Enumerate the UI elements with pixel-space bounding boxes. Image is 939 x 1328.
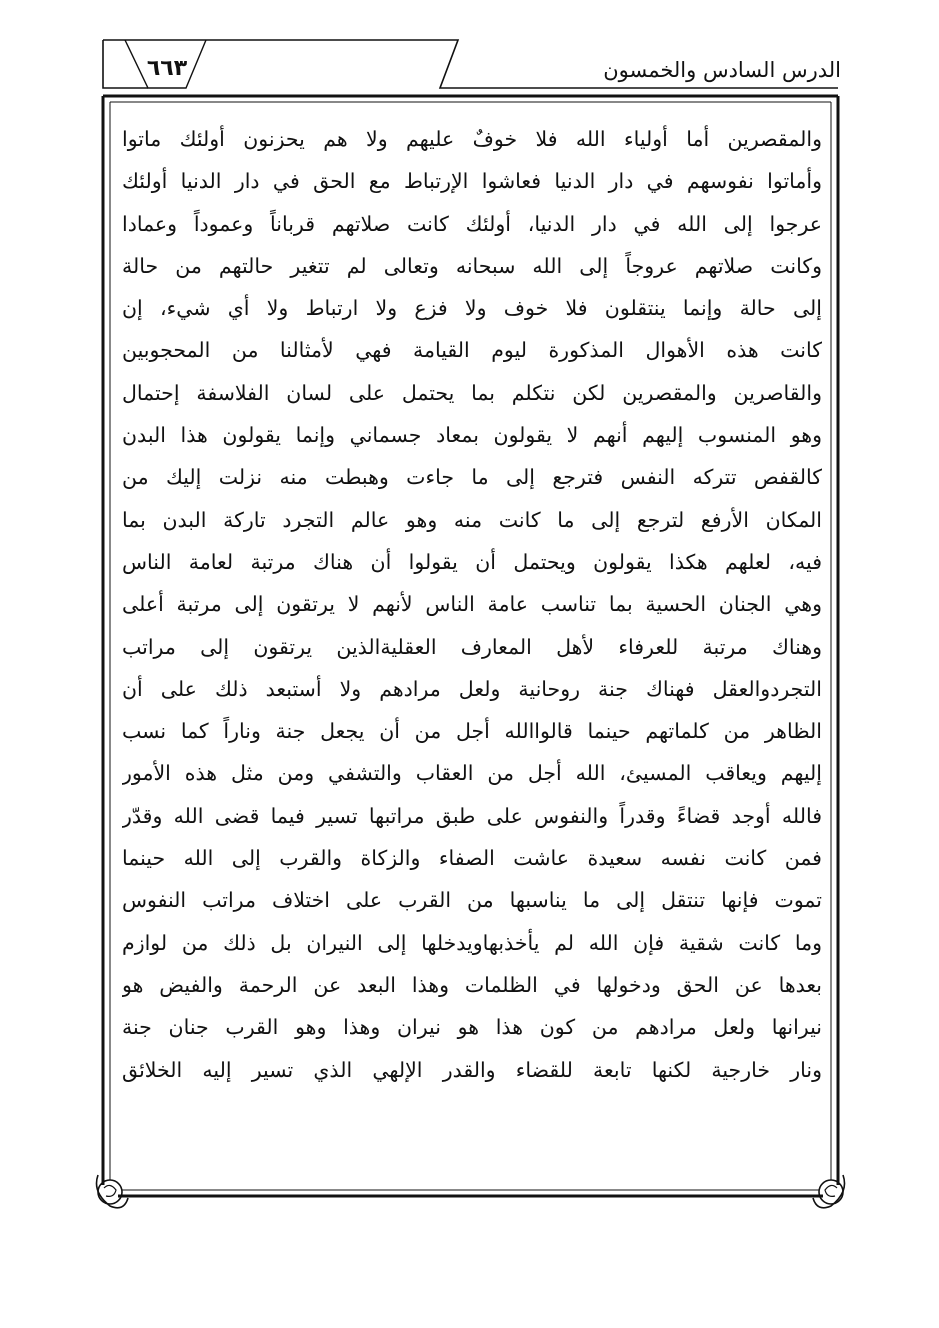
chapter-title: الدرس السادس والخمسون [603,58,841,82]
text-line: كالقفص تتركه النفس فترجع إلى ما جاءت وهبطت منه نزلت إليك من [122,465,822,490]
body-text [122,118,822,1091]
text-line: وما كانت شقية فإن الله لم يأخذبهاويدخلها إلى النيران بل ذلك من لوازم [122,930,822,955]
text-line: فالله أوجد قضاءً وقدراً والنفوس على طبق مراتبها تسير فيما قضى الله وقدّر [122,803,822,828]
text-line: وهناك مرتبة للعرفاء لأهل المعارف العقليةالذين يرتقون إلى مراتب [122,634,822,659]
text-line: وهو المنسوب إليهم أنهم لا يقولون بمعاد جسماني وإنما يقولون هذا البدن [122,423,822,448]
text-line: نيرانها ولعل مرادهم من كون هذا هو نيران وهذا وهو القرب جنان جنة [122,1015,822,1040]
text-line: المكان الأرفع لترجع إلى ما كانت منه وهو عالم التجرد تاركة البدن بما [122,507,822,532]
text-line: ونار خارجية لكنها تابعة للقضاء والقدر الإلهي الذي تسير إليه الخلائق [122,1057,822,1082]
text-line: فيه، لعلهم هكذا يقولون ويحتمل أن يقولوا أن هناك مرتبة لعامة الناس [122,549,822,574]
text-line: وأماتوا نفوسهم في دار الدنيا فعاشوا الإرتباط مع الحق في دار الدنيا أولئك [122,169,822,194]
page-number: ٦٦٣ [146,56,188,81]
text-line: التجردوالعقل فهناك جنة روحانية ولعل مرادهم ولا أستبعد ذلك على أن [122,676,822,701]
text-line: إليهم ويعاقب المسيئ، الله أجل من العقاب والتشفي ومن مثل هذه الأمور [122,761,822,786]
text-line: وكانت صلاتهم عروجاً إلى الله سبحانه وتعالى لم تتغير حالتهم من حالة [122,253,822,278]
text-line: عرجوا إلى الله في دار الدنيا، أولئك كانت صلاتهم قرباناً وعموداً وعمادا [122,211,822,236]
corner-ornament-left [97,1175,129,1208]
text-line: فمن كانت نفسه سعيدة عاشت الصفاء والزكاة والقرب إلى الله حينما [122,846,822,871]
text-line: والقاصرين والمقصرين لكن نتكلم بما يحتمل على لسان الفلاسفة إحتمال [122,380,822,405]
corner-ornament-right [813,1175,845,1208]
text-line: وهي الجنان الحسية بما تناسب عامة الناس لأنهم لا يرتقون إلى مرتبة أعلى [122,592,822,617]
text-line: والمقصرين أما أولياء الله فلا خوفٌ عليهم ولا هم يحزنون أولئك ماتوا [122,127,822,151]
text-line: كانت هذه الأهوال المذكورة ليوم القيامة فهي لأمثالنا من المحجوبين [122,338,822,363]
text-line: الظاهر من كلماتهم حينما قالواالله أجل من أن يجعل جنة وناراً كما نسب [122,719,822,744]
text-line: تموت فإنها تنتقل إلى ما يناسبها من القرب على اختلاف مراتب النفوس [122,888,822,913]
text-line: بعدها عن الحق ودخولها في الظلمات وهذا البعد عن الرحمة والفيض هو [122,972,822,997]
text-line: إلى حالة وإنما ينتقلون فلا خوف ولا فزع ولا ارتباط ولا أي شيء، إن [122,296,822,321]
